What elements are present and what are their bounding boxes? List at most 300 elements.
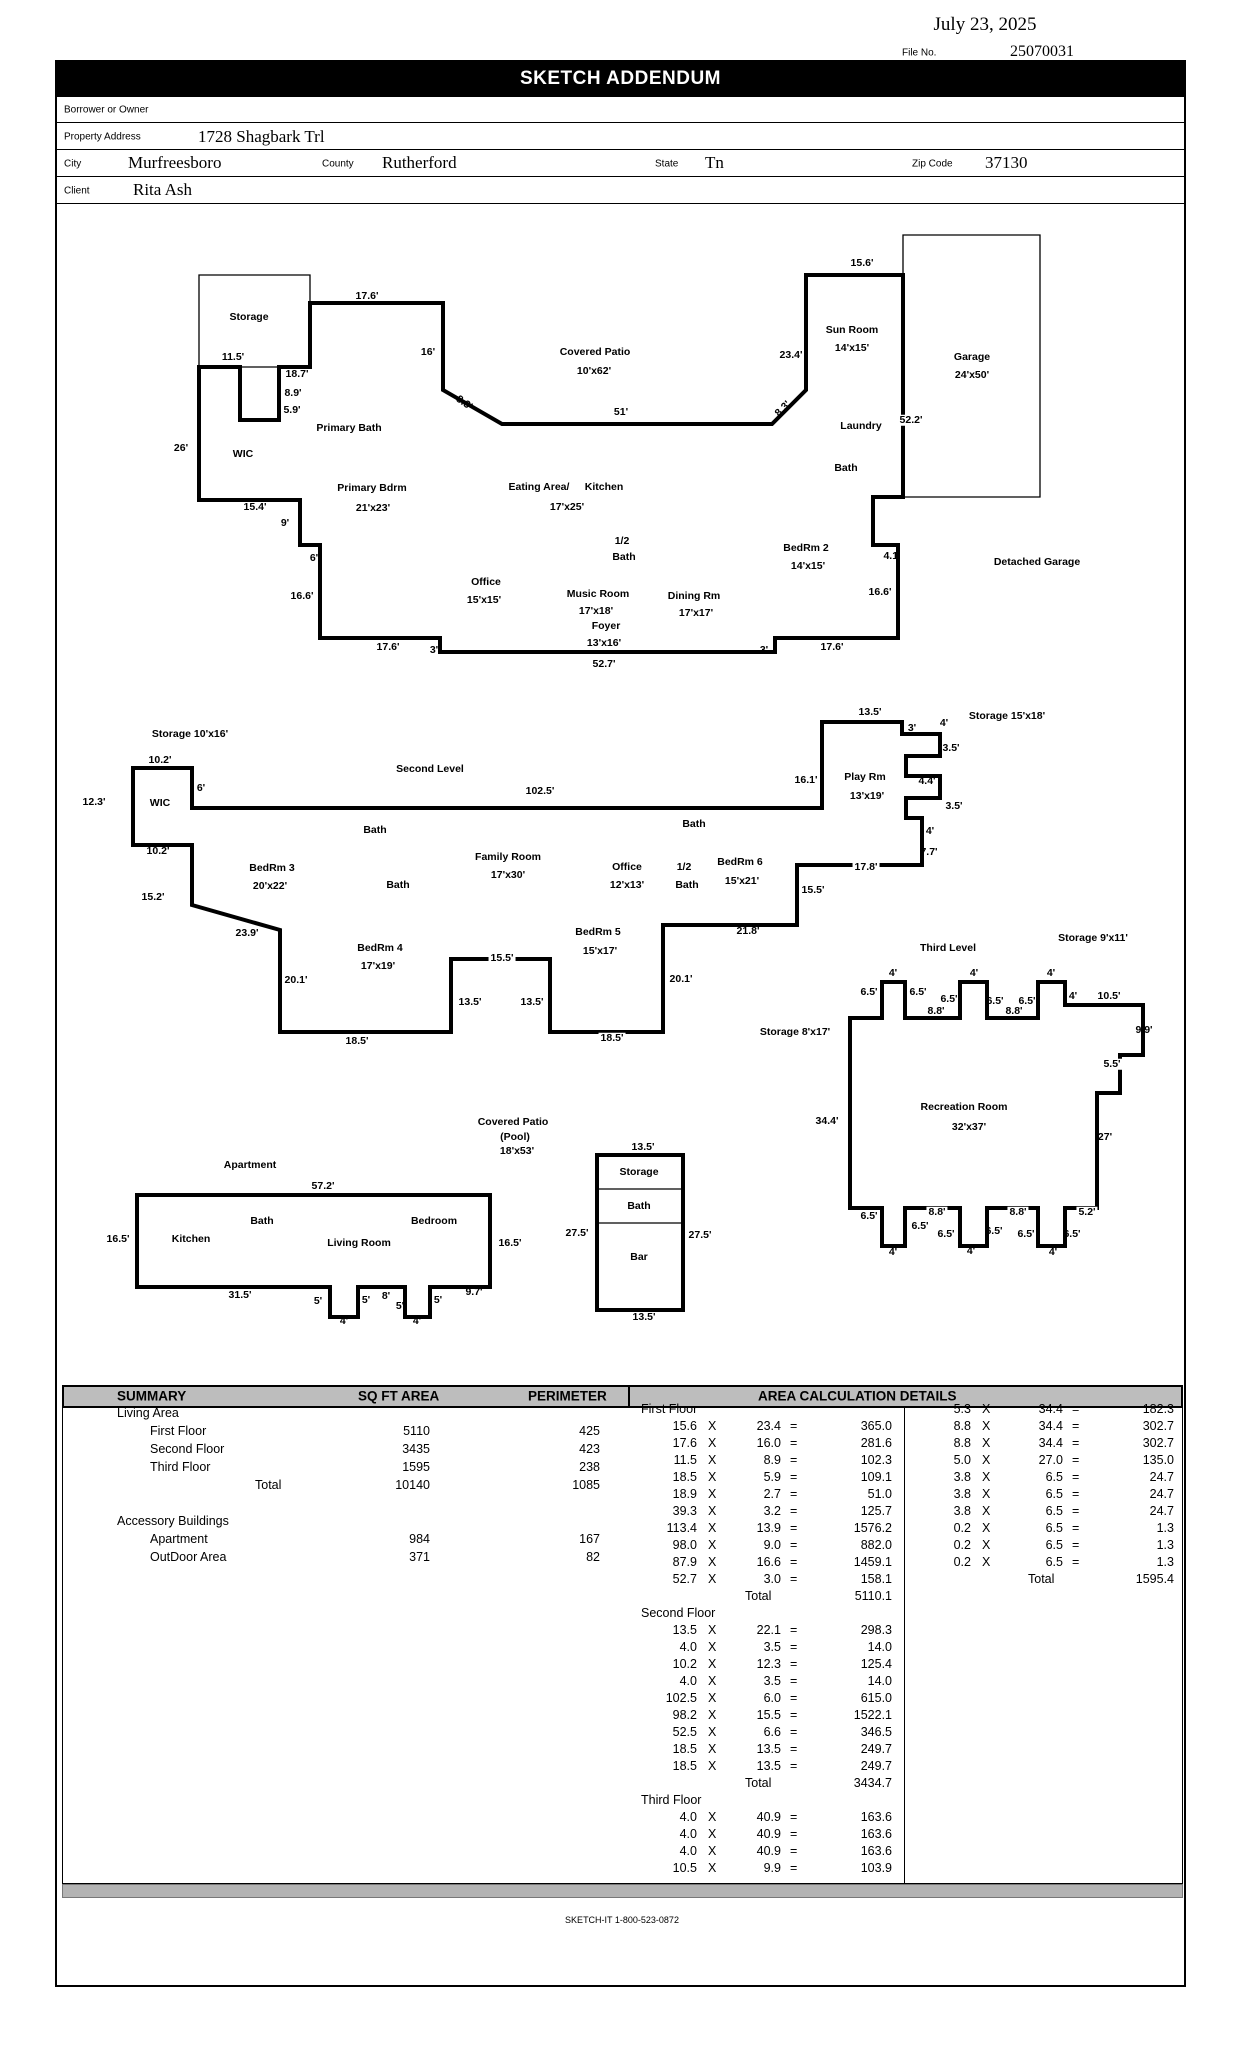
sketch-label: 17'x19' xyxy=(360,959,396,972)
calc-dim-b: 34.4 xyxy=(1038,1402,1063,1416)
calc-dim-a: 4.0 xyxy=(679,1674,697,1688)
sketch-label: 102.5' xyxy=(525,784,555,797)
calc-equals: = xyxy=(790,1759,798,1773)
calc-multiply: X xyxy=(708,1623,717,1637)
calc-equals: = xyxy=(1072,1487,1080,1501)
calc-result: 135.0 xyxy=(1142,1453,1174,1467)
calc-result: 51.0 xyxy=(867,1487,892,1501)
sketch-label: 6.5' xyxy=(860,985,878,998)
summary-perimeter-value: 167 xyxy=(579,1532,600,1546)
calc-dim-b: 13.9 xyxy=(756,1521,781,1535)
calc-dim-b: 22.1 xyxy=(756,1623,781,1637)
summary-perimeter-value: 238 xyxy=(579,1460,600,1474)
calc-equals: = xyxy=(790,1572,798,1586)
calc-multiply: X xyxy=(982,1470,991,1484)
calc-equals: = xyxy=(790,1708,798,1722)
calc-multiply: X xyxy=(982,1521,991,1535)
calc-equals: = xyxy=(790,1538,798,1552)
sketch-label: Office xyxy=(612,860,642,873)
sketch-label: 8.9' xyxy=(284,386,302,399)
summary-sqft-value: 5110 xyxy=(403,1424,430,1438)
sketch-label: 4' xyxy=(1048,1245,1058,1258)
calc-multiply: X xyxy=(982,1504,991,1518)
sketch-label: 18'x53' xyxy=(499,1144,535,1157)
calc-dim-b: 13.5 xyxy=(756,1742,781,1756)
calc-dim-a: 11.5 xyxy=(673,1453,697,1467)
calc-total-label: Total xyxy=(1028,1572,1055,1586)
calc-dim-a: 5.0 xyxy=(953,1453,971,1467)
sketch-label: Bath xyxy=(612,550,636,563)
calc-dim-a: 18.5 xyxy=(672,1470,697,1484)
calc-multiply: X xyxy=(982,1538,991,1552)
summary-row-label: Apartment xyxy=(150,1532,208,1546)
sketch-label: WIC xyxy=(149,796,171,809)
sketch-label: 4' xyxy=(1046,966,1056,979)
calc-dim-b: 15.5 xyxy=(756,1708,781,1722)
sketch-label: 51' xyxy=(613,405,629,418)
calc-section-label: Third Floor xyxy=(641,1793,702,1807)
sketch-label: BedRm 6 xyxy=(717,855,763,868)
sketch-label: 7.7' xyxy=(920,845,938,858)
calc-equals: = xyxy=(1072,1521,1080,1535)
calc-result: 1459.1 xyxy=(853,1555,892,1569)
calc-equals: = xyxy=(790,1640,798,1654)
sketch-label: 6.5' xyxy=(986,994,1004,1007)
sketch-label: 18.5' xyxy=(600,1031,624,1044)
sketch-label: 16.6' xyxy=(868,585,892,598)
calc-multiply: X xyxy=(708,1572,717,1586)
calc-result: 163.6 xyxy=(860,1810,892,1824)
sketch-label: 6.5' xyxy=(937,1227,955,1240)
detached-garage-rect xyxy=(903,235,1040,497)
calc-multiply: X xyxy=(708,1504,717,1518)
calc-dim-a: 18.9 xyxy=(672,1487,697,1501)
calc-section-label: Second Floor xyxy=(641,1606,716,1620)
sketch-label: Storage 8'x17' xyxy=(759,1025,831,1038)
calc-multiply: X xyxy=(708,1521,717,1535)
calc-dim-b: 13.5 xyxy=(756,1759,781,1773)
calc-multiply: X xyxy=(708,1538,717,1552)
client-value: Rita Ash xyxy=(133,180,193,199)
sketch-label: 10'x62' xyxy=(576,364,612,377)
calc-dim-a: 8.8 xyxy=(953,1436,971,1450)
bottom-gray-bar xyxy=(62,1884,1183,1898)
report-date: July 23, 2025 xyxy=(933,14,1037,35)
calc-dim-a: 0.2 xyxy=(953,1521,971,1535)
calc-multiply: X xyxy=(982,1436,991,1450)
sketch-label: 13.5' xyxy=(631,1140,655,1153)
calc-result: 109.1 xyxy=(860,1470,892,1484)
sketch-label: 13.5' xyxy=(458,995,482,1008)
calc-dim-a: 39.3 xyxy=(672,1504,697,1518)
calc-multiply: X xyxy=(708,1759,717,1773)
sketch-label: Storage xyxy=(229,310,269,323)
calc-multiply: X xyxy=(708,1487,717,1501)
summary-row-label: OutDoor Area xyxy=(150,1550,227,1564)
calc-result: 302.7 xyxy=(1142,1436,1174,1450)
sketch-label: 17'x18' xyxy=(578,604,614,617)
calc-total-label: Total xyxy=(745,1776,772,1790)
sketch-label: 8.3' xyxy=(453,392,475,413)
calc-result: 24.7 xyxy=(1149,1504,1174,1518)
sketch-label: 15.4' xyxy=(243,500,267,513)
summary-sqft-value: 1595 xyxy=(402,1460,430,1474)
sketch-label: 31.5' xyxy=(228,1288,252,1301)
sketch-label: 1/2 xyxy=(676,860,692,873)
calc-dim-b: 12.3 xyxy=(756,1657,781,1671)
sketch-label: Bedroom xyxy=(410,1214,458,1227)
sketch-label: 13'x16' xyxy=(586,636,622,649)
sketch-label: Eating Area/ xyxy=(508,480,570,493)
sketch-label: Storage xyxy=(619,1165,659,1178)
sketch-label: 20.1' xyxy=(669,972,693,985)
sketch-label: 13'x19' xyxy=(849,789,885,802)
summary-perimeter-value: 423 xyxy=(579,1442,600,1456)
sketch-label: 21'x23' xyxy=(355,501,391,514)
state-value: Tn xyxy=(705,153,724,172)
summary-sqft-value: 3435 xyxy=(402,1442,430,1456)
sketch-label: 6.5' xyxy=(940,992,958,1005)
sketch-label: 12'x13' xyxy=(609,878,645,891)
sketch-label: Garage xyxy=(953,350,991,363)
sketch-label: 20'x22' xyxy=(252,879,288,892)
calc-dim-b: 27.0 xyxy=(1038,1453,1063,1467)
calc-equals: = xyxy=(1072,1470,1080,1484)
calc-dim-b: 9.0 xyxy=(763,1538,781,1552)
calc-multiply: X xyxy=(982,1402,991,1416)
sketch-label: 17'x17' xyxy=(678,606,714,619)
calc-dim-a: 5.3 xyxy=(953,1402,971,1416)
sketch-label: BedRm 5 xyxy=(575,925,621,938)
sketch-label: 9.9' xyxy=(1135,1023,1153,1036)
calc-equals: = xyxy=(790,1844,798,1858)
calc-equals: = xyxy=(790,1453,798,1467)
footer-branding: SKETCH-IT 1-800-523-0872 xyxy=(565,1915,679,1925)
calc-total-value: 1595.4 xyxy=(1135,1572,1174,1586)
sketch-label: 15.6' xyxy=(850,256,874,269)
sketch-label: 4.4' xyxy=(918,774,936,787)
calc-section-label: First Floor xyxy=(641,1402,698,1416)
sketch-label: 5.2' xyxy=(1078,1205,1096,1218)
calc-multiply: X xyxy=(708,1453,717,1467)
calc-equals: = xyxy=(1072,1419,1080,1433)
sketch-label: Kitchen xyxy=(584,480,624,493)
sketch-label: 17.6' xyxy=(820,640,844,653)
summary-perimeter-value: 425 xyxy=(579,1424,600,1438)
borrower-label: Borrower or Owner xyxy=(64,104,149,116)
file-no-label: File No. xyxy=(902,47,937,59)
calc-dim-b: 6.5 xyxy=(1045,1521,1063,1535)
calc-dim-b: 6.5 xyxy=(1045,1504,1063,1518)
sketch-label: Foyer xyxy=(591,619,621,632)
sketch-label: 5' xyxy=(361,1293,371,1306)
calc-total-value: 5110.1 xyxy=(854,1589,892,1603)
sketch-label: Primary Bath xyxy=(316,421,382,434)
sketch-label: 6' xyxy=(309,551,319,564)
sketch-label: Living Room xyxy=(327,1236,391,1249)
calc-dim-b: 3.5 xyxy=(763,1674,781,1688)
calc-equals: = xyxy=(790,1504,798,1518)
page-title: SKETCH ADDENDUM xyxy=(519,67,722,89)
calc-total-value: 3434.7 xyxy=(853,1776,892,1790)
calc-equals: = xyxy=(790,1674,798,1688)
calc-multiply: X xyxy=(708,1725,717,1739)
calc-equals: = xyxy=(790,1742,798,1756)
sketch-label: 14'x15' xyxy=(790,559,826,572)
calc-equals: = xyxy=(1072,1453,1080,1467)
calc-dim-b: 23.4 xyxy=(756,1419,781,1433)
calc-equals: = xyxy=(790,1725,798,1739)
sketch-label: 9.7' xyxy=(465,1285,483,1298)
calc-dim-a: 10.2 xyxy=(672,1657,697,1671)
sketch-label: Detached Garage xyxy=(993,555,1081,568)
sketch-label: 4' xyxy=(1068,989,1078,1002)
sketch-label: 17'x25' xyxy=(549,500,585,513)
calc-dim-b: 6.5 xyxy=(1045,1470,1063,1484)
county-label: County xyxy=(322,158,354,170)
sketch-label: Bath xyxy=(682,817,706,830)
calc-result: 882.0 xyxy=(860,1538,892,1552)
calc-dim-b: 6.0 xyxy=(763,1691,781,1705)
calc-multiply: X xyxy=(708,1470,717,1484)
sketch-label: 9' xyxy=(280,516,290,529)
calc-result: 125.4 xyxy=(860,1657,892,1671)
summary-total-perimeter: 1085 xyxy=(572,1478,600,1492)
calc-result: 249.7 xyxy=(860,1742,892,1756)
calc-dim-b: 6.5 xyxy=(1045,1487,1063,1501)
calc-dim-a: 10.5 xyxy=(672,1861,697,1875)
summary-sqft-value: 984 xyxy=(409,1532,430,1546)
calc-result: 158.1 xyxy=(860,1572,892,1586)
sketch-label: 8' xyxy=(381,1289,391,1302)
calc-multiply: X xyxy=(708,1691,717,1705)
sketch-label: 8.8' xyxy=(1005,1004,1023,1017)
calc-dim-b: 16.0 xyxy=(756,1436,781,1450)
calc-dim-a: 98.2 xyxy=(672,1708,697,1722)
sketch-label: Bath xyxy=(363,823,387,836)
sketch-label: 15.5' xyxy=(490,951,514,964)
summary-row-label: First Floor xyxy=(150,1424,207,1438)
calc-equals: = xyxy=(790,1436,798,1450)
calc-result: 24.7 xyxy=(1149,1487,1174,1501)
calc-multiply: X xyxy=(708,1436,717,1450)
calc-dim-a: 8.8 xyxy=(953,1419,971,1433)
sketch-label: 21.8' xyxy=(736,924,760,937)
calc-dim-a: 15.6 xyxy=(672,1419,697,1433)
sketch-label: 26' xyxy=(173,441,189,454)
sketch-label: 57.2' xyxy=(311,1179,335,1192)
sketch-label: Laundry xyxy=(840,419,882,432)
calc-result: 14.0 xyxy=(867,1674,892,1688)
calc-equals: = xyxy=(790,1419,798,1433)
sketch-label: 5' xyxy=(395,1299,405,1312)
sketch-label: Covered Patio xyxy=(559,345,631,358)
calc-multiply: X xyxy=(708,1827,717,1841)
calc-result: 163.6 xyxy=(860,1844,892,1858)
calc-dim-a: 0.2 xyxy=(953,1538,971,1552)
calc-result: 1522.1 xyxy=(853,1708,892,1722)
calc-dim-a: 17.6 xyxy=(672,1436,697,1450)
area-details-header: AREA CALCULATION DETAILS xyxy=(758,1388,957,1404)
calc-equals: = xyxy=(790,1521,798,1535)
county-value: Rutherford xyxy=(382,153,457,172)
calc-result: 182.3 xyxy=(1142,1402,1174,1416)
sketch-label: 24'x50' xyxy=(954,368,990,381)
sketch-label: 17.6' xyxy=(376,640,400,653)
sketch-label: Recreation Room xyxy=(920,1100,1008,1113)
calc-multiply: X xyxy=(708,1844,717,1858)
sketch-label: 3' xyxy=(907,721,917,734)
sketch-label: 52.2' xyxy=(899,413,923,426)
third-level-outline xyxy=(850,982,1143,1246)
sketch-label: 6.5' xyxy=(1063,1227,1081,1240)
calc-dim-b: 3.0 xyxy=(763,1572,781,1586)
sketch-label: 15.2' xyxy=(141,890,165,903)
sketch-label: 4.1' xyxy=(883,549,901,562)
calc-dim-b: 6.5 xyxy=(1045,1538,1063,1552)
calc-dim-b: 3.2 xyxy=(763,1504,781,1518)
sketch-label: Bath xyxy=(386,878,410,891)
calc-equals: = xyxy=(1072,1538,1080,1552)
sketch-label: 13.5' xyxy=(632,1310,656,1323)
sketch-label: Apartment xyxy=(223,1158,277,1171)
sketch-label: 34.4' xyxy=(815,1114,839,1127)
calc-equals: = xyxy=(790,1623,798,1637)
calc-multiply: X xyxy=(708,1674,717,1688)
calc-equals: = xyxy=(1072,1555,1080,1569)
calc-dim-a: 18.5 xyxy=(672,1742,697,1756)
calc-multiply: X xyxy=(982,1453,991,1467)
outdoor-area-outline xyxy=(597,1155,683,1310)
calc-dim-b: 5.9 xyxy=(763,1470,781,1484)
sketch-label: 10.5' xyxy=(1097,989,1121,1002)
calc-result: 125.7 xyxy=(860,1504,892,1518)
calc-result: 1576.2 xyxy=(853,1521,892,1535)
sketch-label: 13.5' xyxy=(520,995,544,1008)
summary-sqft-value: 371 xyxy=(409,1550,430,1564)
sketch-label: 17.6' xyxy=(355,289,379,302)
calc-equals: = xyxy=(790,1691,798,1705)
sketch-label: 6.5' xyxy=(860,1209,878,1222)
calc-multiply: X xyxy=(708,1861,717,1875)
sketch-label: Bar xyxy=(630,1250,648,1263)
calc-multiply: X xyxy=(708,1419,717,1433)
sketch-label: 4' xyxy=(969,966,979,979)
calc-equals: = xyxy=(790,1657,798,1671)
sketch-label: 4' xyxy=(888,966,898,979)
calc-dim-a: 0.2 xyxy=(953,1555,971,1569)
sketch-label: 3.5' xyxy=(945,799,963,812)
sketch-label: Bath xyxy=(250,1214,274,1227)
calc-multiply: X xyxy=(708,1555,717,1569)
calc-multiply: X xyxy=(982,1487,991,1501)
sketch-label: Dining Rm xyxy=(667,589,721,602)
city-value: Murfreesboro xyxy=(128,153,222,172)
sketch-label: (Pool) xyxy=(500,1130,530,1143)
calc-dim-a: 98.0 xyxy=(672,1538,697,1552)
calc-result: 615.0 xyxy=(860,1691,892,1705)
sketch-label: 20.1' xyxy=(284,973,308,986)
calc-result: 298.3 xyxy=(860,1623,892,1637)
calc-dim-a: 4.0 xyxy=(679,1827,697,1841)
sketch-label: 23.9' xyxy=(235,926,259,939)
calc-dim-b: 8.9 xyxy=(763,1453,781,1467)
summary-header: SUMMARY xyxy=(117,1388,187,1404)
calc-dim-b: 40.9 xyxy=(756,1844,781,1858)
calc-dim-a: 4.0 xyxy=(679,1844,697,1858)
sketch-label: 4' xyxy=(939,716,949,729)
calc-equals: = xyxy=(790,1827,798,1841)
calc-result: 14.0 xyxy=(867,1640,892,1654)
sketch-label: 15'x17' xyxy=(582,944,618,957)
calc-result: 163.6 xyxy=(860,1827,892,1841)
calc-result: 281.6 xyxy=(860,1436,892,1450)
summary-group-label: Accessory Buildings xyxy=(117,1514,229,1528)
calc-dim-b: 34.4 xyxy=(1038,1419,1063,1433)
client-label: Client xyxy=(64,185,90,197)
sketch-label: 6.5' xyxy=(911,1219,929,1232)
sketch-label: Bath xyxy=(834,461,858,474)
sketch-label: 3.5' xyxy=(942,741,960,754)
sketch-label: Primary Bdrm xyxy=(337,481,407,494)
calc-total-label: Total xyxy=(745,1589,772,1603)
calc-dim-a: 52.5 xyxy=(672,1725,697,1739)
calc-equals: = xyxy=(790,1487,798,1501)
property-address-value: 1728 Shagbark Trl xyxy=(198,127,325,146)
sketch-label: 13.5' xyxy=(858,705,882,718)
sqft-area-header: SQ FT AREA xyxy=(358,1388,440,1404)
calc-result: 302.7 xyxy=(1142,1419,1174,1433)
sketch-label: Bath xyxy=(627,1199,651,1212)
calc-multiply: X xyxy=(708,1640,717,1654)
sketch-label: 3' xyxy=(759,643,769,656)
sketch-label: 5' xyxy=(313,1294,323,1307)
sketch-label: Music Room xyxy=(566,587,630,600)
file-no-value: 25070031 xyxy=(1010,43,1074,60)
calc-dim-a: 3.8 xyxy=(953,1487,971,1501)
sketch-label: 6.5' xyxy=(909,985,927,998)
sketch-label: 15'x21' xyxy=(724,874,760,887)
sketch-label: 8.8' xyxy=(928,1205,946,1218)
calc-dim-a: 52.7 xyxy=(672,1572,697,1586)
calc-dim-b: 40.9 xyxy=(756,1810,781,1824)
calc-dim-a: 13.5 xyxy=(672,1623,697,1637)
calc-dim-b: 34.4 xyxy=(1038,1436,1063,1450)
calc-multiply: X xyxy=(708,1810,717,1824)
sketch-label: 18.7' xyxy=(285,367,309,380)
sketch-label: 16.5' xyxy=(498,1236,522,1249)
sketch-label: 5.5' xyxy=(1103,1057,1121,1070)
sketch-label: 27' xyxy=(1097,1130,1113,1143)
calc-dim-b: 6.5 xyxy=(1045,1555,1063,1569)
calc-result: 102.3 xyxy=(860,1453,892,1467)
sketch-label: 16.1' xyxy=(794,773,818,786)
calc-dim-b: 40.9 xyxy=(756,1827,781,1841)
sketch-label: 14'x15' xyxy=(834,341,870,354)
sketch-label: Second Level xyxy=(396,762,464,775)
calc-multiply: X xyxy=(708,1657,717,1671)
summary-row-label: Third Floor xyxy=(150,1460,211,1474)
sketch-label: 6.5' xyxy=(1018,994,1036,1007)
sketch-label: Play Rm xyxy=(844,770,886,783)
sketch-label: 16.5' xyxy=(106,1232,130,1245)
calc-dim-a: 87.9 xyxy=(672,1555,697,1569)
sketch-label: 8.8' xyxy=(1009,1205,1027,1218)
sketch-label: Covered Patio xyxy=(477,1115,549,1128)
sketch-label: 3' xyxy=(429,643,439,656)
calc-multiply: X xyxy=(708,1708,717,1722)
calc-result: 1.3 xyxy=(1156,1521,1174,1535)
